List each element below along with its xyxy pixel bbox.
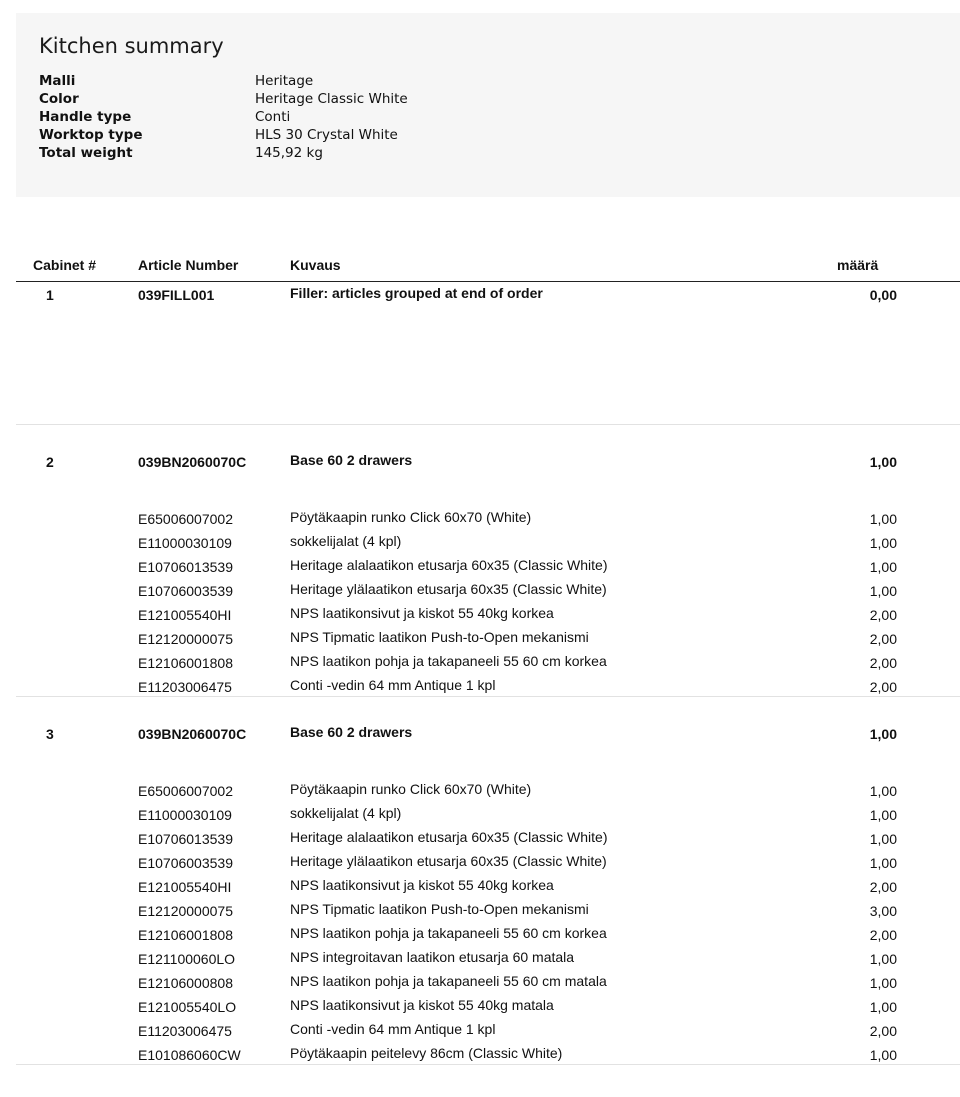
item-quantity: 2,00 bbox=[869, 1023, 897, 1039]
cabinet-quantity: 1,00 bbox=[869, 454, 897, 470]
item-article-number: E121005540HI bbox=[138, 607, 232, 623]
item-description: NPS integroitavan laatikon etusarja 60 matala bbox=[290, 949, 575, 965]
item-quantity: 1,00 bbox=[869, 807, 897, 823]
summary-value: Conti bbox=[255, 109, 291, 125]
item-article-number: E11000030109 bbox=[138, 807, 232, 823]
item-quantity: 1,00 bbox=[869, 999, 897, 1015]
summary-value: Heritage bbox=[255, 73, 314, 89]
item-quantity: 2,00 bbox=[869, 631, 897, 647]
cabinet-number: 2 bbox=[46, 454, 54, 470]
header-divider bbox=[16, 281, 960, 282]
item-description: Conti -vedin 64 mm Antique 1 kpl bbox=[290, 677, 496, 693]
cabinet-quantity: 0,00 bbox=[869, 287, 897, 303]
cabinet-quantity: 1,00 bbox=[869, 726, 897, 742]
item-quantity: 1,00 bbox=[869, 1047, 897, 1063]
item-article-number: E12106000808 bbox=[138, 975, 233, 991]
item-article-number: E12106001808 bbox=[138, 655, 233, 671]
summary-value: Heritage Classic White bbox=[255, 91, 408, 107]
cabinet-description: Filler: articles grouped at end of order bbox=[290, 285, 543, 301]
cabinet-article-number: 039BN2060070C bbox=[138, 454, 247, 470]
item-article-number: E11000030109 bbox=[138, 535, 232, 551]
item-description: Pöytäkaapin runko Click 60x70 (White) bbox=[290, 509, 532, 525]
item-description: NPS laatikon pohja ja takapaneeli 55 60 cm matala bbox=[290, 973, 607, 989]
item-description: Pöytäkaapin peitelevy 86cm (Classic White) bbox=[290, 1045, 563, 1061]
item-quantity: 1,00 bbox=[869, 951, 897, 967]
item-description: Conti -vedin 64 mm Antique 1 kpl bbox=[290, 1021, 496, 1037]
item-quantity: 1,00 bbox=[869, 855, 897, 871]
cabinet-number: 3 bbox=[46, 726, 54, 742]
item-quantity: 1,00 bbox=[869, 831, 897, 847]
item-description: NPS laatikonsivut ja kiskot 55 40kg korkea bbox=[290, 605, 554, 621]
item-description: Heritage alalaatikon etusarja 60x35 (Classic White) bbox=[290, 829, 608, 845]
item-quantity: 1,00 bbox=[869, 559, 897, 575]
item-description: NPS Tipmatic laatikon Push-to-Open mekanismi bbox=[290, 629, 589, 645]
item-article-number: E12120000075 bbox=[138, 631, 233, 647]
item-description: NPS laatikonsivut ja kiskot 55 40kg matala bbox=[290, 997, 554, 1013]
item-description: Pöytäkaapin runko Click 60x70 (White) bbox=[290, 781, 532, 797]
cabinet-number: 1 bbox=[46, 287, 54, 303]
item-quantity: 2,00 bbox=[869, 607, 897, 623]
cabinet-article-number: 039BN2060070C bbox=[138, 726, 247, 742]
item-description: Heritage ylälaatikon etusarja 60x35 (Classic White) bbox=[290, 581, 607, 597]
row-divider bbox=[16, 1064, 960, 1065]
column-header-description: Kuvaus bbox=[290, 257, 341, 273]
summary-value: 145,92 kg bbox=[255, 145, 323, 161]
item-article-number: E101086060CW bbox=[138, 1047, 241, 1063]
cabinet-description: Base 60 2 drawers bbox=[290, 452, 413, 468]
item-article-number: E65006007002 bbox=[138, 783, 233, 799]
summary-label: Handle type bbox=[39, 109, 132, 125]
item-quantity: 1,00 bbox=[869, 975, 897, 991]
item-description: Heritage ylälaatikon etusarja 60x35 (Classic White) bbox=[290, 853, 607, 869]
item-description: sokkelijalat (4 kpl) bbox=[290, 805, 402, 821]
item-quantity: 1,00 bbox=[869, 535, 897, 551]
item-description: NPS Tipmatic laatikon Push-to-Open mekanismi bbox=[290, 901, 589, 917]
summary-label: Color bbox=[39, 91, 79, 107]
row-divider bbox=[16, 696, 960, 697]
item-quantity: 1,00 bbox=[869, 783, 897, 799]
summary-label: Total weight bbox=[39, 145, 133, 161]
item-description: sokkelijalat (4 kpl) bbox=[290, 533, 402, 549]
item-article-number: E12106001808 bbox=[138, 927, 233, 943]
summary-label: Worktop type bbox=[39, 127, 143, 143]
item-quantity: 2,00 bbox=[869, 679, 897, 695]
item-article-number: E10706003539 bbox=[138, 855, 233, 871]
item-quantity: 3,00 bbox=[869, 903, 897, 919]
cabinet-article-number: 039FILL001 bbox=[138, 287, 215, 303]
item-description: NPS laatikon pohja ja takapaneeli 55 60 cm korkea bbox=[290, 653, 607, 669]
column-header-article-number: Article Number bbox=[138, 257, 239, 273]
summary-value: HLS 30 Crystal White bbox=[255, 127, 398, 143]
column-header-quantity: määrä bbox=[837, 257, 879, 273]
item-article-number: E10706013539 bbox=[138, 559, 233, 575]
item-quantity: 2,00 bbox=[869, 655, 897, 671]
item-description: NPS laatikonsivut ja kiskot 55 40kg korkea bbox=[290, 877, 554, 893]
item-description: NPS laatikon pohja ja takapaneeli 55 60 cm korkea bbox=[290, 925, 607, 941]
item-article-number: E11203006475 bbox=[138, 1023, 232, 1039]
item-description: Heritage alalaatikon etusarja 60x35 (Classic White) bbox=[290, 557, 608, 573]
summary-title: Kitchen summary bbox=[39, 34, 224, 58]
item-article-number: E11203006475 bbox=[138, 679, 232, 695]
item-quantity: 1,00 bbox=[869, 583, 897, 599]
kitchen-summary-panel bbox=[16, 13, 960, 197]
item-quantity: 2,00 bbox=[869, 927, 897, 943]
item-article-number: E121005540LO bbox=[138, 999, 237, 1015]
item-quantity: 1,00 bbox=[869, 511, 897, 527]
item-article-number: E121100060LO bbox=[138, 951, 236, 967]
item-quantity: 2,00 bbox=[869, 879, 897, 895]
summary-label: Malli bbox=[39, 73, 76, 89]
row-divider bbox=[16, 424, 960, 425]
column-header-cabinet: Cabinet # bbox=[33, 257, 97, 273]
cabinet-description: Base 60 2 drawers bbox=[290, 724, 413, 740]
item-article-number: E12120000075 bbox=[138, 903, 233, 919]
item-article-number: E10706003539 bbox=[138, 583, 233, 599]
item-article-number: E121005540HI bbox=[138, 879, 232, 895]
item-article-number: E65006007002 bbox=[138, 511, 233, 527]
item-article-number: E10706013539 bbox=[138, 831, 233, 847]
